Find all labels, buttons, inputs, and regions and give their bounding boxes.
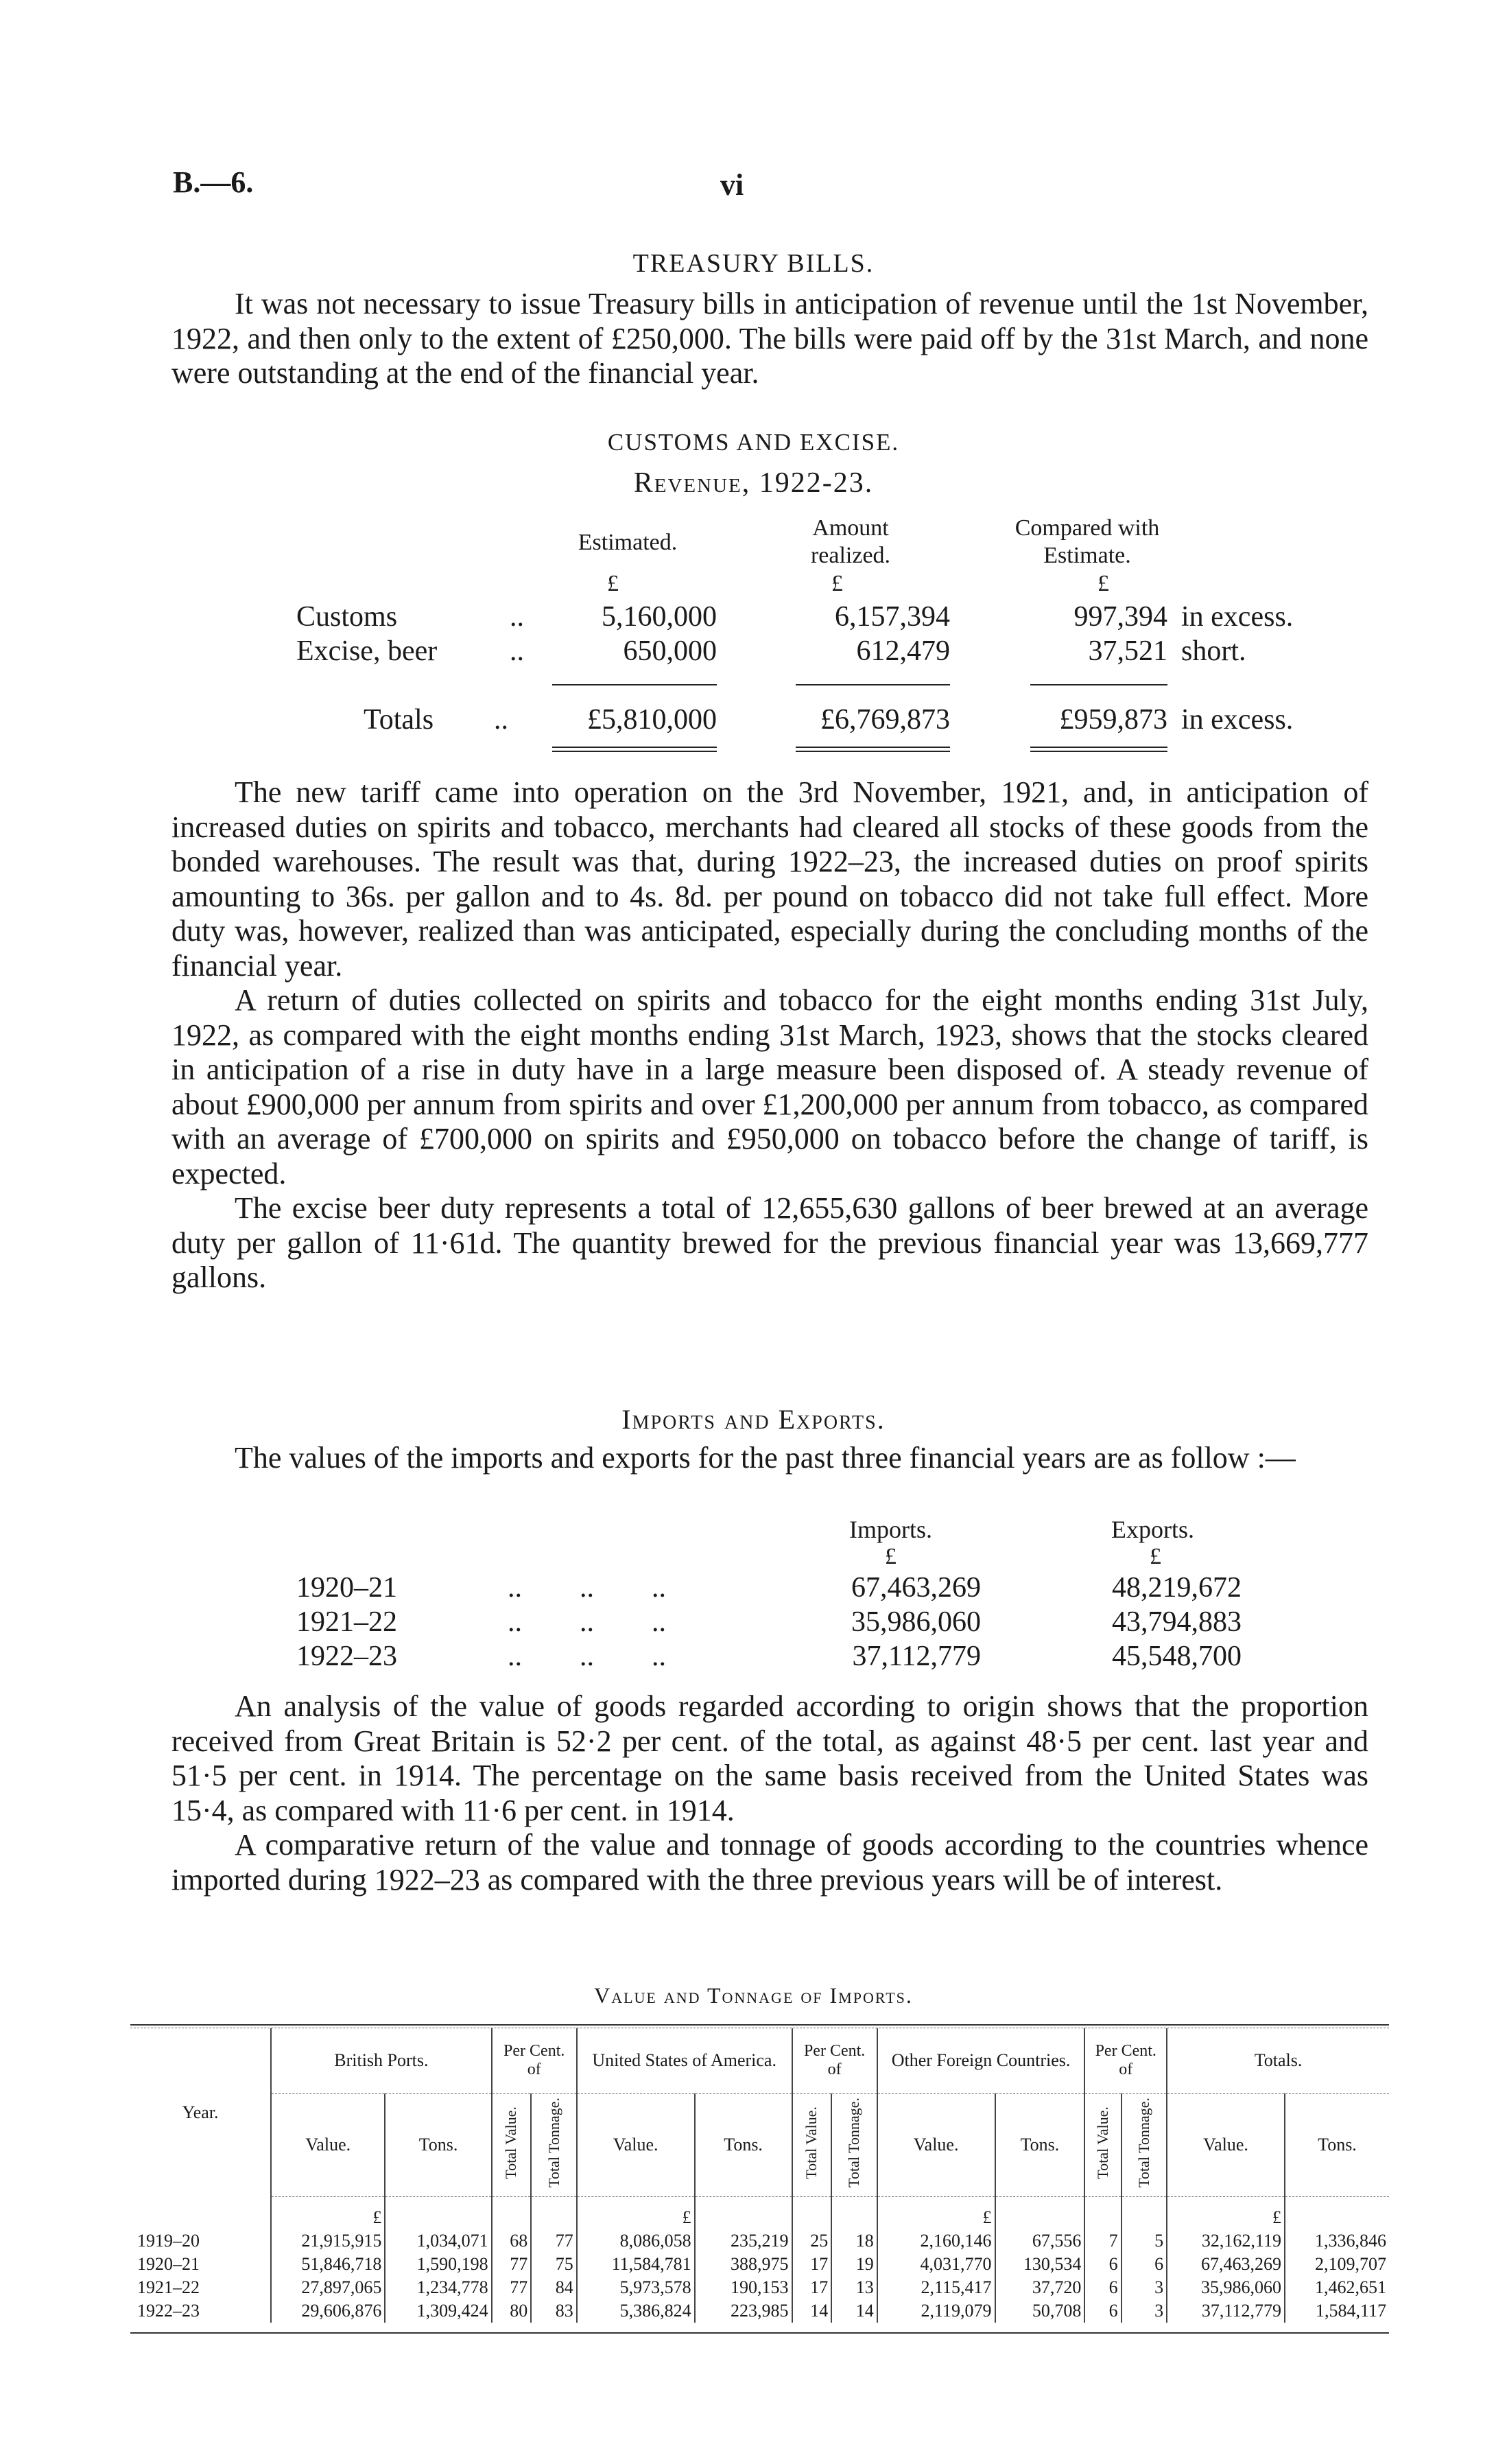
header-united-states: United States of America.: [577, 2028, 792, 2093]
pound-sign: £: [885, 1544, 897, 1569]
header-per-cent: Per Cent. of: [1084, 2028, 1167, 2093]
imports-exports-intro: The values of the imports and exports for the past three financial years are as follow :—: [235, 1441, 1296, 1475]
sum-rule: [796, 684, 950, 685]
table-row: 1919–20 21,915,915 1,034,071 68 77 8,086,058 235,219 25 18 2,160,146 67,556 7 5 32,162,119 1,336,846: [130, 2229, 1389, 2253]
header-tons: Tons.: [385, 2093, 491, 2196]
analysis-paragraphs: [171, 1689, 1368, 1897]
col-imports-header: Imports.: [849, 1516, 932, 1543]
header-value: Value.: [577, 2093, 695, 2196]
header-british-ports: British Ports.: [271, 2028, 492, 2093]
table-row: 1921–22 27,897,065 1,234,778 77 84 5,973,578 190,153 17 13 2,115,417 37,720 6 3 35,986,060 1,462,651: [130, 2276, 1389, 2299]
header-value: Value.: [1167, 2093, 1285, 2196]
header-value: Value.: [877, 2093, 995, 2196]
header-total-tonnage: Total Tonnage.: [545, 2098, 562, 2187]
paragraph: A return of duties collected on spirits and tobacco for the eight months ending 31st July, 1922, as compared with the eight months ending 31st March, 1923, shows that the stocks cleared in anticipation of a rise in duty have in a large measure been disposed of. A steady revenue of about £900,000 per annum from spirits and over £1,200,000 per annum from tobacco, as compared with an average of £700,000 on spirits and £950,000 on tobacco before the change of tariff, is expected.: [171, 983, 1368, 1190]
col-amount-header: Amount realized.: [810, 515, 891, 568]
header-other-foreign: Other Foreign Countries.: [877, 2028, 1085, 2093]
col-compared-header: Compared with Estimate.: [1014, 515, 1160, 568]
header-tons: Tons.: [695, 2093, 792, 2196]
revenue-subheading: Revenue, 1922-23.: [633, 467, 874, 499]
total-double-rule: [552, 747, 717, 752]
header-per-cent: Per Cent. of: [492, 2028, 577, 2093]
total-double-rule: [1030, 747, 1167, 752]
pound-row: £ £ £ £: [130, 2196, 1389, 2229]
table-row: 1920–21 51,846,718 1,590,198 77 75 11,584,781 388,975 17 19 4,031,770 130,534 6 6 67,463,269 2,109,707: [130, 2253, 1389, 2276]
treasury-paragraph: It was not necessary to issue Treasury bills in anticipation of revenue until the 1st November, 1922, and then only to the extent of £250,000. The bills were paid off by the 31st March, and none were outstanding at the end of the financial year.: [171, 287, 1368, 390]
header-totals: Totals.: [1167, 2028, 1389, 2093]
header-tons: Tons.: [995, 2093, 1085, 2196]
sum-rule: [552, 684, 717, 685]
header-total-tonnage: Total Tonnage.: [1135, 2098, 1152, 2187]
header-total-tonnage: Total Tonnage.: [845, 2098, 863, 2187]
imports-exports-heading: Imports and Exports.: [621, 1404, 886, 1435]
tariff-paragraphs: [171, 775, 1368, 1295]
pound-sign: £: [607, 571, 619, 596]
table-row: 1922–23 29,606,876 1,309,424 80 83 5,386,824 223,985 14 14 2,119,079 50,708 6 3 37,112,779 1,584,117: [130, 2299, 1389, 2323]
paragraph: The new tariff came into operation on the 3rd November, 1921, and, in anticipation of increased duties on spirits and tobacco, merchants had cleared all stocks of these goods from the bonded warehouses. The result was that, during 1922–23, the increased duties on proof spirits amounting to 36s. per gallon and to 4s. 8d. per pound on tobacco did not take full effect. More duty was, however, realized than was anticipated, especially during the concluding months of the financial year.: [171, 775, 1368, 983]
document-page: B.—6. vi TREASURY BILLS. It was not necessary to issue Treasury bills in anticipation of revenue until the 1st November, 1922, and then only to the extent of £250,000. The bills were paid off by the 31st March, and none were outstanding at the end of the financial year. CUSTOMS AND EXCISE. Revenue, 1922-23. Estimated. Amount realized. Compared with Estimate. £ £ £ Customs .. 5,160,000 6,157,394 997,394 in excess. Excise, beer .. 650,000 612,479 37,521 short. Totals .. £5,810,000 £6,769,873 £959,873 in excess. The new tariff came into operation on the 3rd November, 1921, and, in anticipation of increased duties on spirits and tobacco, merchants had cleared all stocks of these goods from the bonded warehouses. The result was that, during 1922–23, the increased duties on proof spirits amounting to 36s. per gallon and to 4s. 8d. per pound on tobacco did not take full effect. More duty was, however, realized than was anticipated, especially during the concluding months of the financial year. A return of duties collected on spirits and tobacco for the eight months ending 31st July, 1922, as compared with the eight months ending 31st March, 1923, shows that the stocks cleared in anticipation of a rise in duty have in a large measure been disposed of. A steady revenue of about £900,000 per annum from spirits and over £1,200,000 per annum from tobacco, as compared with an average of £700,000 on spirits and £950,000 on tobacco before the change of tariff, is expected. The excise beer duty represents a total of 12,655,630 gallons of beer brewed at an average duty per gallon of 11·61d. The quantity brewed for the previous financial year was 13,669,777 gallons. Imports and Exports. The values of the imports and exports for the past three financial years are as follow :— Imports. Exports. £ £ 1920–21 .. .. .. 67,463,269 48,219,672 1921–22 .. .. .. 35,986,060 43,794,883 1922–23 .. .. .. 37,112,779 45,548,700 An analysis of the value of goods regarded according to origin shows that the proportion received from Great Britain is 52·2 per cent. of the total, as against 48·5 per cent. last year and 51·5 per cent. in 1914. The percentage on the same basis received from the United States was 15·4, as compared with 11·6 per cent. in 1914. A comparative return of the value and tonnage of goods according to the countries whence imported during 1922–23 as compared with the three previous years will be of interest. Value and Tonnage of Imports. Year. British Ports. Per Cent. of United States of America. Per Cent. of Other Foreign Countries. Per Cent. of Totals. Value. Tons. Total Value. Total Tonnage. Value. Tons. Total Value. Total Tonnage. Value. Tons. Total Value. Total Tonnage. Value. Tons. £ £ £ £ 1919–20 21,915,915 1,034,071 68 77 8,086,058 235,219 25 18 2,160,146 67,556 7 5 32,162,119 1,336,846 1920–21 51,846,718 1,590,198 77 75 11,584,781 388,975 17 19 4,031,770 130,534 6 6 67,463,269 2,109,707 1921–22 27,897,065 1,234,778 77 84 5,973,578 190,153 17 13 2,115,417 37,720 6 3 35,986,060 1,462,651 1922–23 29,606,876 1,309,424 80 83 5,386,824 223,985 14 14 2,119,079 50,708 6 3 37,112,779 1,584,117: [0, 0, 1507, 2464]
total-double-rule: [796, 747, 950, 752]
header-total-value: Total Value.: [502, 2106, 520, 2179]
sum-rule: [1030, 684, 1167, 685]
header-total-value: Total Value.: [803, 2106, 820, 2179]
document-reference: B.—6.: [173, 165, 254, 199]
header-year: Year.: [130, 2028, 271, 2196]
pound-sign: £: [831, 571, 843, 596]
paragraph: The excise beer duty represents a total of 12,655,630 gallons of beer brewed at an average duty per gallon of 11·61d. The quantity brewed for the previous financial year was 13,669,777 gallons.: [171, 1191, 1368, 1294]
treasury-heading: TREASURY BILLS.: [632, 249, 875, 278]
pound-sign: £: [1097, 571, 1109, 596]
pound-sign: £: [1150, 1544, 1161, 1569]
col-exports-header: Exports.: [1111, 1516, 1194, 1543]
value-tonnage-heading: Value and Tonnage of Imports.: [594, 1983, 913, 2008]
customs-heading: CUSTOMS AND EXCISE.: [607, 429, 900, 456]
page-number: vi: [720, 168, 744, 202]
header-per-cent: Per Cent. of: [792, 2028, 877, 2093]
header-tons: Tons.: [1285, 2093, 1389, 2196]
paragraph: A comparative return of the value and tonnage of goods according to the countries whence imported during 1922–23 as compared with the three previous years will be of interest.: [171, 1828, 1368, 1897]
value-tonnage-table: [130, 2024, 1389, 2334]
header-value: Value.: [271, 2093, 385, 2196]
paragraph: An analysis of the value of goods regarded according to origin shows that the proportion received from Great Britain is 52·2 per cent. of the total, as against 48·5 per cent. last year and 51·5 per cent. in 1914. The percentage on the same basis received from the United States was 15·4, as compared with 11·6 per cent. in 1914.: [171, 1689, 1368, 1827]
header-total-value: Total Value.: [1093, 2106, 1111, 2179]
col-estimated-header: Estimated.: [578, 530, 678, 555]
